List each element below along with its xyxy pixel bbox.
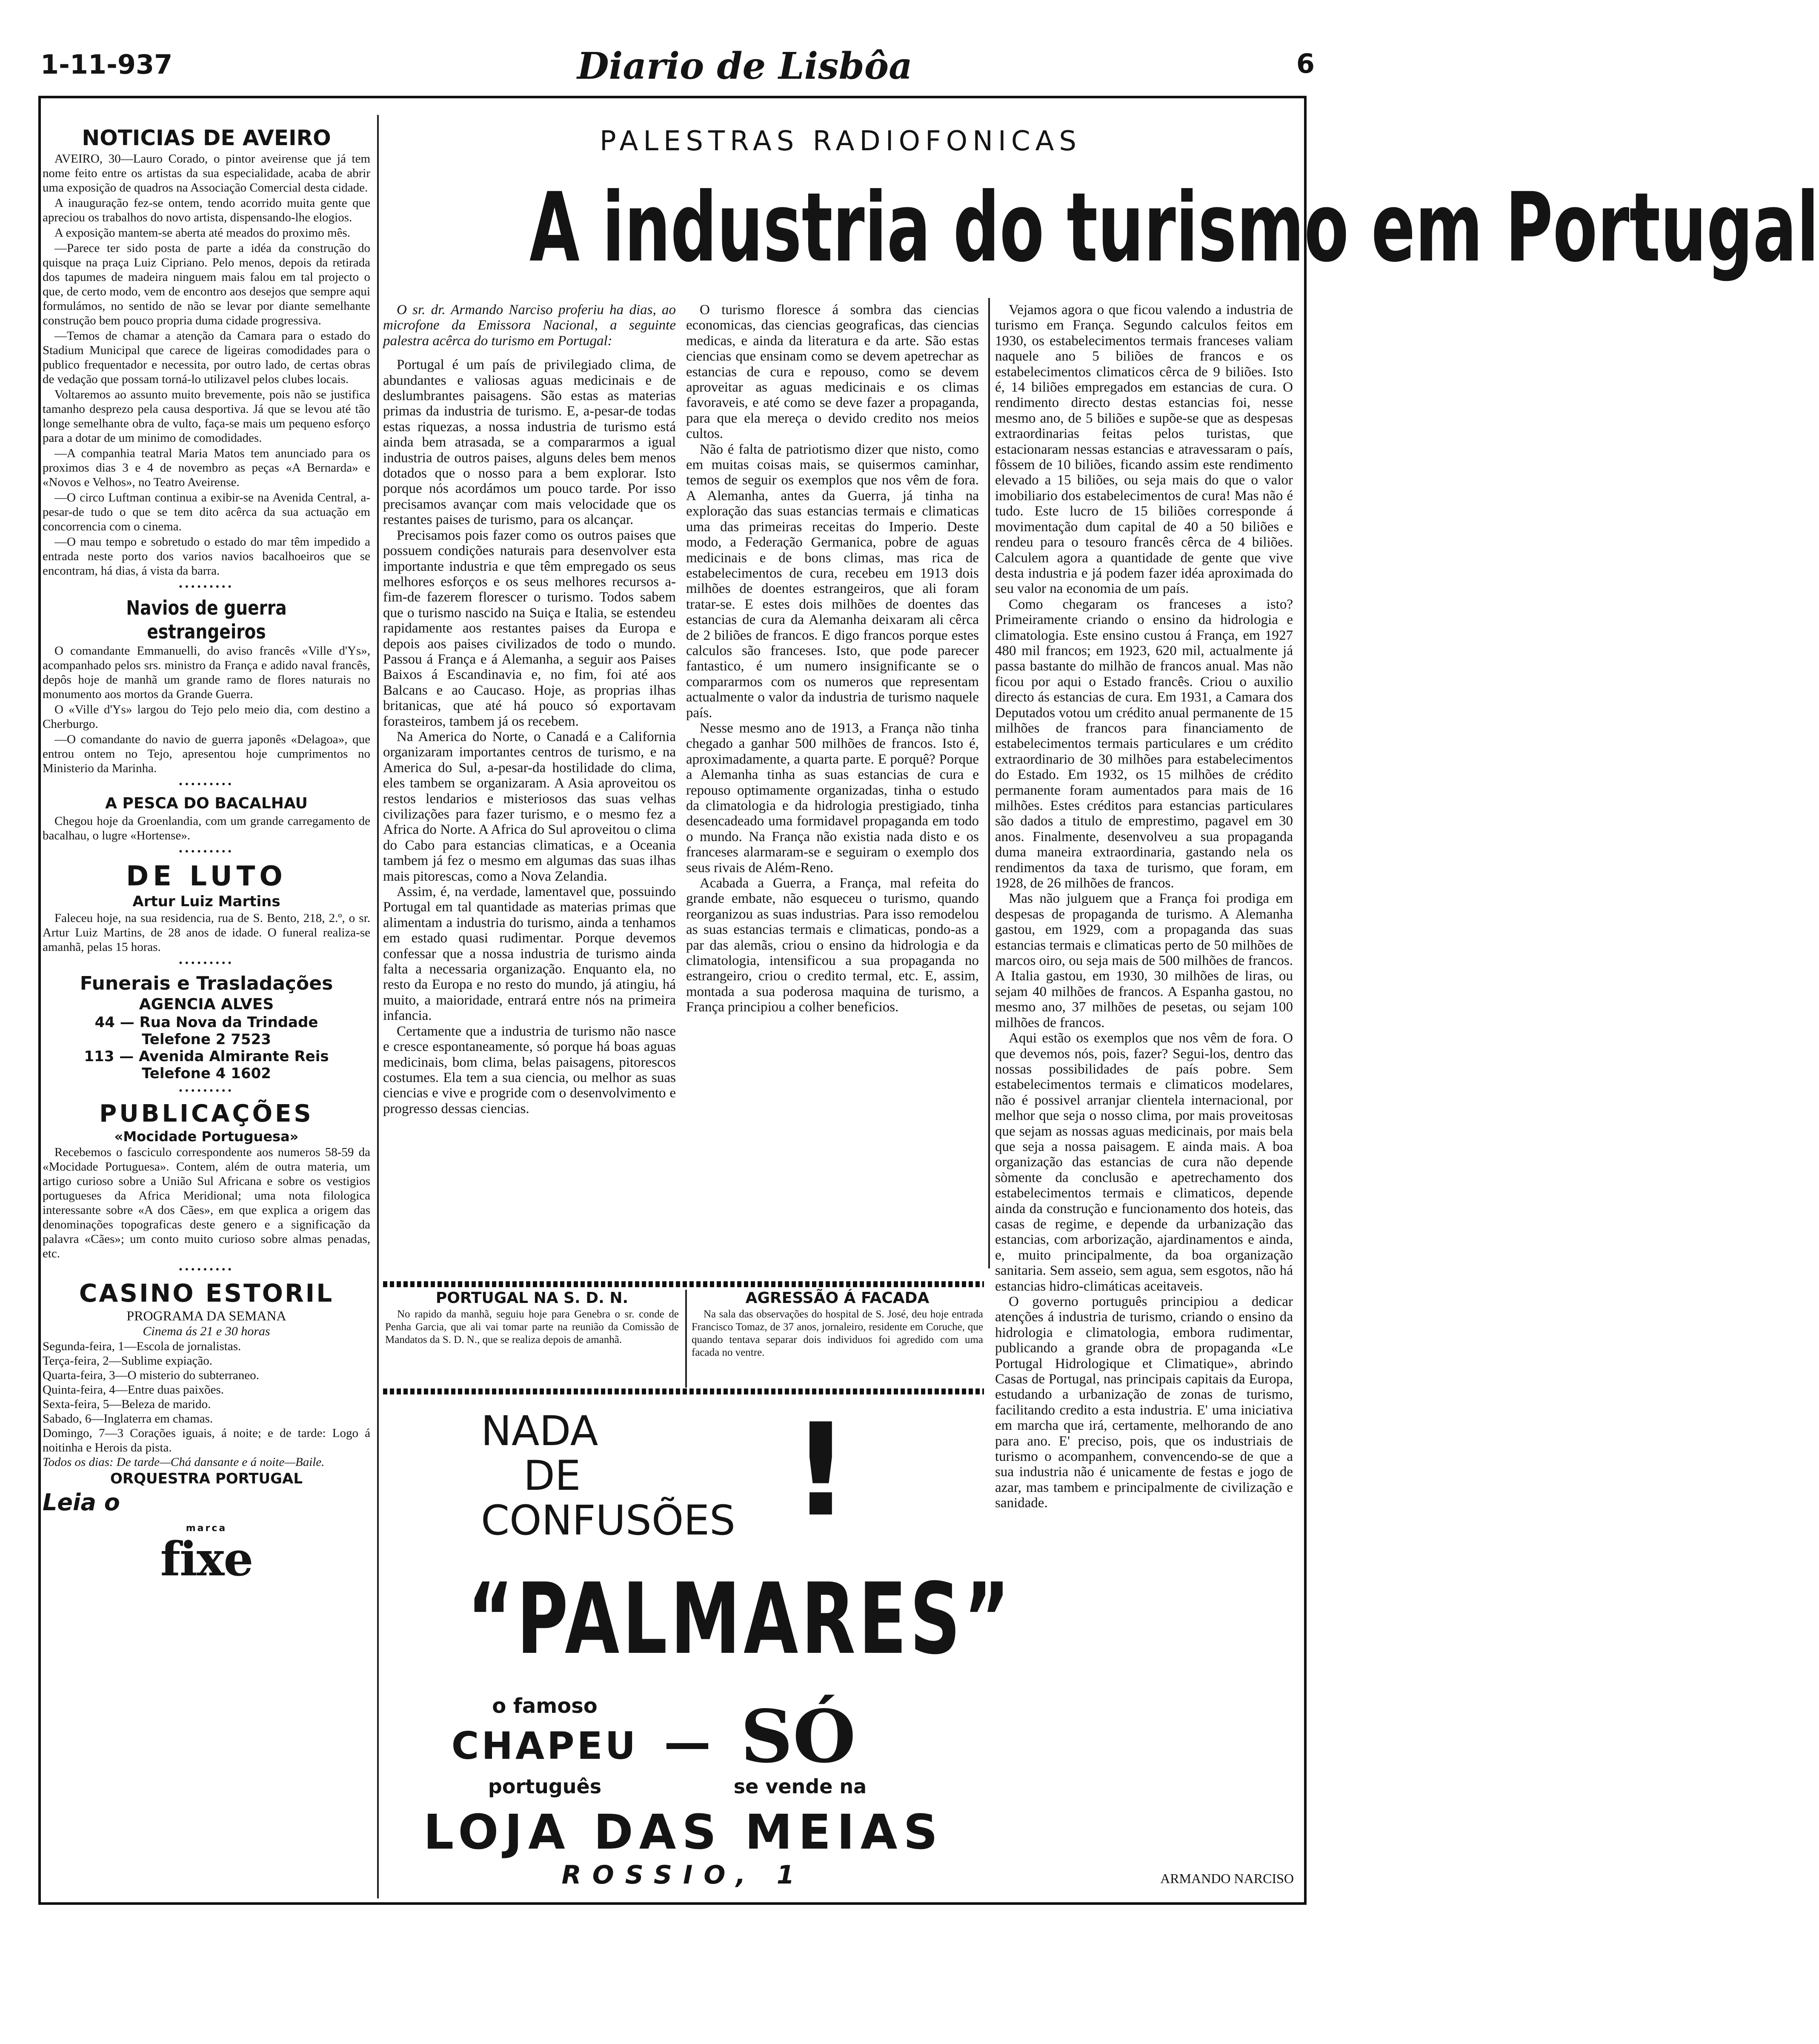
headline-wrap bbox=[383, 172, 1819, 283]
sdn-title: PORTUGAL NA S. D. N. bbox=[435, 1289, 629, 1307]
article-paragraph: Mas não julguem que a França foi prodiga em despesas de propaganda de turismo. A Alemanha gastou, em 1929, com a propaganda das suas estancias termais e climaticas perto de 50 milhões de marcos oiro, ou seja mais de 500 milhões de francos. A Italia gastou, em 1930, 30 milhões de liras, ou sejam 40 milhões de francos. A Espanha gastou, no mesmo ano, 37 milhões de pesetas, ou sejam 100 milhões de francos. bbox=[995, 891, 1293, 1031]
column-rule-left bbox=[377, 115, 379, 1898]
ad-loja: LOJA DAS MEIAS bbox=[423, 1805, 944, 1860]
casino-title: CASINO ESTORIL bbox=[79, 1279, 334, 1308]
funerais-phone: Telefone 4 1602 bbox=[142, 1065, 271, 1082]
column-rule-right bbox=[988, 298, 990, 1268]
casino-day: Terça-feira, 2—Sublime expiação. bbox=[43, 1354, 212, 1368]
luto-title: DE LUTO bbox=[126, 861, 287, 892]
section-title: PALESTRAS RADIOFONICAS bbox=[600, 126, 1081, 157]
aveiro-title: NOTICIAS DE AVEIRO bbox=[82, 126, 331, 150]
article-paragraph: Assim, é, na verdade, lamentavel que, possuindo Portugal em tal quantidade as materias primas que alimentam a industria do turismo, ainda a tenhamos em estado quasi rudimentar. Porque devemos confessar que a nossa industria de turismo ainda falta a necessaria organização. Enquanto ela, no resto da Europa e no resto do mundo, já atingiu, há muito, a maioridade, entrará entre nós na primeira infancia. bbox=[383, 884, 676, 1024]
publicacoes-text: Recebemos o fasciculo correspondente aos numeros 58-59 da «Mocidade Portuguesa». Contem, além de outra materia, um artigo curioso sobre a União Sul Africana e sobre os vestigios portugueses da Africa Meridional; uma nota filologica interessante sobre «A dos Cães», em que explica a origem das denominações topograficas deste genero e a significação da palavra «Cães»; um conto muito curioso sobre almas penadas, etc. bbox=[43, 1145, 370, 1260]
article-paragraph: Certamente que a industria de turismo não nasce e cresce espontaneamente, só porque há boas aguas medicinais, bom clima, belas paisagens, pitorescos costumes. Ela tem a sua ciencia, ou melhor as suas ciencias e vive e progride com o desenvolvimento e progresso dessas ciencias. bbox=[383, 1023, 676, 1116]
funerais-title: Funerais e Trasladações bbox=[80, 973, 333, 994]
casino-day: Quarta-feira, 3—O misterio do subterraneo. bbox=[43, 1368, 259, 1382]
palmares-ad bbox=[383, 1396, 1013, 1903]
aveiro-paragraph: —A companhia teatral Maria Matos tem anunciado para os proximos dias 3 e 4 de novembro as peças «A Bernarda» e «Novos e Velhos», no Teatro Aveirense. bbox=[43, 447, 370, 489]
facada-title: AGRESSÃO Á FACADA bbox=[745, 1289, 930, 1307]
aveiro-paragraph: —Parece ter sido posta de parte a idéa da construção do quisque na praça Luiz Cipriano. Pelo menos, depois da retirada dos tapumes de madeira ninguem mais falou em tal projecto o que, de certo modo, vem de encontro aos desejos que sempre aqui formulámos, no sentido de não se levar por diante semelhante construção bem pouco propria duma cidade progressiva. bbox=[43, 241, 370, 327]
casino-day: Quinta-feira, 4—Entre duas paixões. bbox=[43, 1383, 224, 1397]
ad-exclamation: ! bbox=[792, 1396, 850, 1545]
article-column-1 bbox=[383, 302, 676, 1116]
ad-chapeu: CHAPEU bbox=[451, 1724, 638, 1768]
article-lead: O sr. dr. Armando Narciso proferiu ha dias, ao microfone da Emissora Nacional, a seguinte palestra acêrca do turismo em Portugal: bbox=[383, 302, 676, 349]
aveiro-paragraph: Voltaremos ao assunto muito brevemente, pois não se justifica tamanho desprezo pela causa desportiva. Já que se levou até tão longe semelhante obra de vulto, faça-se mais um pequeno esforço para a dotar de um minimo de comodidades. bbox=[43, 388, 370, 445]
ad-line-de: DE bbox=[523, 1452, 581, 1500]
navios-paragraph: O comandante Emmanuelli, do aviso francês «Ville d'Ys», acompanhado pelos srs. ministro da França e adido naval francês, depôs hoje de manhã um grande ramo de flores naturais no monumento aos mortos da Grande Guerra. bbox=[43, 644, 370, 701]
article-headline: A industria do turismo em Portugal bbox=[529, 172, 1819, 283]
ad-line-nada: NADA bbox=[481, 1407, 598, 1455]
article-paragraph: Como chegaram os franceses a isto? Primeiramente criando o ensino da hidrologia e climatologia. Este ensino custou á França, em 1927 480 mil francos; em 1923, 620 mil, actualmente já passa bastante do milhão de francos anual. Mas não ficou por aqui o Estado francês. Criou o auxilio directo ás estancias de cura. Em 1931, a Camara dos Deputados votou um crédito anual permanente de 15 milhões de francos para financiamento de estabelecimentos termais particulares e um crédito extraordinario de 30 milhões para estabelecimentos do Estado. Em 1932, os 15 milhões de crédito permanente foram aumentados para mais de 16 milhões. Estes créditos para estancias particulares são dados a titulo de emprestimo, pagavel em 30 anos. Finalmente, desenvolveu a sua propaganda duma maneira extraordinaria, gastando nela os rendimentos da taxa de turismo, que foram, em 1928, de 26 milhões de francos. bbox=[995, 596, 1293, 891]
article-signature: ARMANDO NARCISO bbox=[1160, 1871, 1294, 1886]
navios-body bbox=[43, 644, 370, 776]
navios-title: Navios de guerra estrangeiros bbox=[126, 596, 287, 643]
article-paragraph: Aqui estão os exemplos que nos vêm de fora. O que devemos nós, pois, fazer? Segui-los, dentro das nossas possibilidades de país pobre. Sem estabelecimentos termais e climaticos modelares, não é possivel arranjar clientela internacional, por melhor que seja o nosso clima, por mais proveitosas que sejam as nossas aguas medicinais, por mais bela que seja a nossa paisagem. E ainda mais. A boa organização das estancias de cura não depende sòmente da conclusão e apetrechamento dos estabelecimentos termais e climaticos, depende ainda da construção e funcionamento dos hoteis, das casas de regime, e depende da urbanização das estancias, com arborização, ajardinamentos e ainda, e, muito principalmente, da boa organização sanitaria. Sem asseio, sem agua, sem esgotos, não há estancias hidro-climáticas aceitaveis. bbox=[995, 1031, 1293, 1294]
facada-text: Na sala das observações do hospital de S. José, deu hoje entrada Francisco Tomaz, de 37 anos, jornaleiro, residente em Coruche, que quando tentava separar dois individuos foi agredido com uma facada no ventre. bbox=[692, 1308, 983, 1358]
article-paragraph: Nesse mesmo ano de 1913, a França não tinha chegado a ganhar 500 milhões de francos. Isto é, aproximadamente, a quarta parte. E porquê? Porque a Alemanha tinha as suas estancias de cura e repouso optimamente organizadas, tinha o estudo da climatologia e da hidrologia prestigiado, tinha desencadeado uma formidavel propaganda em todo o mundo. Na França não existia nada disto e os franceses alarmaram-se e seguiram o exemplo dos seus rivais de Além-Reno. bbox=[686, 720, 979, 876]
ad-brand: “PALMARES” bbox=[467, 1563, 1013, 1676]
ornament-divider: ••••••••• bbox=[179, 779, 234, 790]
left-column bbox=[43, 124, 370, 1891]
box-divider bbox=[685, 1290, 687, 1388]
newspaper-name: Diario de Lisbôa bbox=[577, 45, 912, 88]
page-number: 6 bbox=[1296, 48, 1315, 79]
aveiro-paragraph: —Temos de chamar a atenção da Camara para o estado do Stadium Municipal que carece de ligeiras comodidades para o publico frequentador e necessita, por outro lado, de certas obras de vedação que possam torná-lo utilizavel pelos clubes locais. bbox=[43, 329, 370, 386]
article-paragraph: Precisamos pois fazer como os outros paises que possuem condições naturais para desenvolver esta importante industria e que têm empregado os seus melhores esforços e os seus melhores recursos a-fim-de fazerem florescer o turismo. Todos sabem que o turismo nascido na Suiça e Italia, se estendeu rapidamente aos restantes paises da Europa e depois aos paises civilizados de todo o mundo. Passou á França e á Alemanha, a seguir aos Paises Baixos á Escandinavia e, no fim, foi até aos Balcans e ao Caucaso. Hoje, as proprias ilhas britanicas, que até há pouco só exportavam forasteiros, tambem já os recebem. bbox=[383, 527, 676, 729]
ad-dash: — bbox=[664, 1715, 711, 1770]
issue-date: 1-11-937 bbox=[40, 49, 173, 80]
article-paragraph: O turismo floresce á sombra das ciencias economicas, das ciencias geograficas, das ciencias medicas, e ainda da literatura e da arte. São estas ciencias que ensinam como se devem apetrechar as estancias de cura e repouso, como se devem aproveitar as aguas medicinais e os climas favoraveis, e até como se deve fazer a propaganda, para que ela mereça o devido credito nos meios cultos. bbox=[686, 302, 979, 442]
article-paragraph: Não é falta de patriotismo dizer que nisto, como em muitas coisas mais, se quisermos caminhar, temos de seguir os exemplos que nos vêm de fora. A Alemanha, antes da Guerra, já tinha na exploração das suas estancias termais e climaticas uma das primeiras receitas do Imperio. Deste modo, a Federação Germanica, pobre de aguas medicinais e de bons climas, mas rica de estabelecimentos de cura, recebeu em 1913 dois milhões de doentes estrangeiros, que ali foram tratar-se. E estes dois milhões de doentes das estancias de cura da Alemanha deixaram ali cêrca de 2 biliões de francos. E digo francos porque estes calculos são franceses. Isto, que pode parecer fantastico, é um numero insignificante se o compararmos com os numeros que representam actualmente o valor da industria de turismo naquele país. bbox=[686, 441, 979, 721]
casino-day: Domingo, 7—3 Corações iguais, á noite; e de tarde: Logo á noitinha e Herois da pista. bbox=[43, 1426, 370, 1454]
navios-paragraph: O «Ville d'Ys» largou do Tejo pelo meio dia, com destino a Cherburgo. bbox=[43, 703, 370, 731]
publicacoes-subtitle: «Mocidade Portuguesa» bbox=[114, 1128, 299, 1145]
luto-name: Artur Luiz Martins bbox=[132, 893, 280, 910]
casino-times: Cinema ás 21 e 30 horas bbox=[143, 1324, 270, 1338]
casino-program bbox=[43, 1339, 370, 1469]
ad-rossio: ROSSIO, 1 bbox=[561, 1860, 806, 1890]
aveiro-paragraph: —O circo Luftman continua a exibir-se na Avenida Central, a-pesar-de tudo o que se tem dito acêrca da sua actuação em concorrencia com o cinema. bbox=[43, 491, 370, 533]
leia-text: Leia o bbox=[43, 1489, 120, 1516]
article-body bbox=[383, 302, 983, 1277]
article-column-3 bbox=[995, 302, 1293, 1856]
ad-famoso: o famoso bbox=[492, 1694, 598, 1718]
ornament-divider: ••••••••• bbox=[179, 958, 234, 969]
aveiro-paragraph: —O mau tempo e sobretudo o estado do mar têm impedido a entrada neste porto dos varios navios bacalhoeiros que se encontram, há dias, á vista da barra. bbox=[43, 535, 370, 578]
casino-daily: Todos os dias: De tarde—Chá dansante e á noite—Baile. bbox=[43, 1455, 325, 1469]
casino-orchestra: ORQUESTRA PORTUGAL bbox=[110, 1470, 303, 1487]
article-paragraph: Vejamos agora o que ficou valendo a industria de turismo em França. Segundo calculos feitos em 1930, os estabelecimentos termais franceses valiam naquele ano 5 biliões de francos e os estabelecimentos climaticos cêrca de 9 biliões. Isto é, 14 biliões empregados em estancias de cura. O rendimento directo destas estancias foi, nesse mesmo ano, de 5 biliões e supõe-se que as despesas extraordinarias feitas pelos turistas, que estacionaram nessas estancias e atravessaram o país, fôssem de 10 biliões, ficando assim este rendimento elevado a 15 biliões, ou seja mais do que o valor imobiliario dos estabelecimentos de cura! Mas não é tudo. Este lucro de 15 biliões corresponde á movimentação dum capital de 40 a 50 biliões e rendeu para o tesouro francês cêrca de 4 biliões. Calculem agora a quantidade de gente que vive desta industria e já podem fazer idéa aproximada do seu valor na economia de um país. bbox=[995, 302, 1293, 597]
sdn-text: No rapido da manhã, seguiu hoje para Genebra o sr. conde de Penha Garcia, que ali vai tomar parte na reunião da Comissão de Mandatos da S. D. N., que se realiza depois de amanhã. bbox=[385, 1308, 679, 1345]
casino-day: Segunda-feira, 1—Escola de jornalistas. bbox=[43, 1340, 241, 1353]
bacalhau-text: Chegou hoje da Groenlandia, com um grande carregamento de bacalhau, o lugre «Hortense». bbox=[43, 814, 370, 842]
sdn-box bbox=[385, 1289, 679, 1386]
ad-brand-wrap bbox=[383, 1563, 1013, 1686]
ornament-divider: ••••••••• bbox=[179, 1264, 234, 1275]
article-paragraph: O governo português principiou a dedicar atenções á industria de turismo, criando o ensino da hidrologia e climatologia, embora rudimentar, publicando a grande obra de propaganda «Le Portugal Hidrologique et Climatique», abrindo Casas de Portugal, nas principais capitais da Europa, estudando a urbanização de zonas de turismo, facilitando credito a esta industria. E' uma iniciativa em marcha que irá, certamente, melhorando de ano para ano. E' preciso, pois, que os industriais de turismo o acompanhem, convencendo-se de que a sua industria não é unicamente de festas e jogo de azar, mas tambem e principalmente de civilização e sanidade. bbox=[995, 1294, 1293, 1511]
funerais-phone: Telefone 2 7523 bbox=[142, 1031, 271, 1048]
publicacoes-title: PUBLICAÇÕES bbox=[99, 1100, 314, 1128]
ad-line-confusoes: CONFUSÕES bbox=[481, 1497, 735, 1544]
article-paragraph: Portugal é um país de privilegiado clima, de abundantes e valiosas aguas medicinais e de deslumbrantes paisagens. São estas as materias primas da industria de turismo. E, a-pesar-de todas estas riquezas, a nossa industria de turismo está ainda bem atrasada, se a compararmos a igual industria de outros paises, alguns deles bem menos dotados que o nosso para a bem explorar. Isto porque nós acordámos um pouco tarde. Por isso precisamos avançar com mais velocidade que os restantes paises de turismo, para os alcançar. bbox=[383, 357, 676, 528]
fixe-logo bbox=[43, 1521, 370, 1586]
casino-subtitle: PROGRAMA DA SEMANA bbox=[126, 1308, 286, 1323]
ad-so: SÓ bbox=[741, 1694, 856, 1779]
aveiro-paragraph: AVEIRO, 30—Lauro Corado, o pintor aveirense que já tem nome feito entre os artistas da sua especialidade, acaba de abrir uma exposição de quadros na Associação Comercial desta cidade. bbox=[43, 152, 370, 195]
casino-day: Sabado, 6—Inglaterra em chamas. bbox=[43, 1412, 213, 1426]
ornament-divider: ••••••••• bbox=[179, 846, 234, 857]
funerais-agency: AGENCIA ALVES bbox=[139, 996, 274, 1013]
article-paragraph: Na America do Norte, o Canadá e a California organizaram importantes centros de turismo, e na America do Sul, a-pesar-da hostilidade do clima, eles tambem se organizaram. A Asia aproveitou os restos lendarios e misteriosos das suas velhas civilizações para fazer turismo, e o mesmo fez a Africa do Norte. A Africa do Sul aproveitou o clima do Cabo para estancias climaticas, e a Oceania tambem já fez o mesmo em algumas das suas ilhas mais pitorescas, como a Nova Zelandia. bbox=[383, 729, 676, 884]
aveiro-paragraph: A inauguração fez-se ontem, tendo acorrido muita gente que apreciou os trabalhos do novo artista, dispensando-lhe elogios. bbox=[43, 196, 370, 224]
article-paragraph: Acabada a Guerra, a França, mal refeita do grande embate, não esqueceu o turismo, quando reorganizou as suas industrias. Para isso remodelou as suas estancias termais e climaticas, pondo-as a par das alemãs, criou o ensino da hidrologia e da climatologia, intensificou a sua propaganda no estrangeiro, criou o credito termal, etc. E, assim, montada a sua poderosa maquina de turismo, a França principiou a colher beneficios. bbox=[686, 876, 979, 1015]
ornament-divider: ••••••••• bbox=[179, 581, 234, 593]
article-column-2 bbox=[686, 302, 979, 1116]
masthead bbox=[0, 45, 1474, 96]
navios-paragraph: —O comandante do navio de guerra japonês «Delagoa», que entrou ontem no Tejo, apresentou hoje cumprimentos no Ministerio da Marinha. bbox=[43, 733, 370, 775]
funerais-address: 113 — Avenida Almirante Reis bbox=[84, 1048, 329, 1065]
box-border-bottom bbox=[383, 1388, 984, 1394]
fixe-logo-word: fixe bbox=[160, 1532, 253, 1586]
ornament-divider: ••••••••• bbox=[179, 1085, 234, 1096]
aveiro-body bbox=[43, 152, 370, 578]
ad-portugues: português bbox=[488, 1775, 602, 1798]
funerais-address: 44 — Rua Nova da Trindade bbox=[94, 1014, 318, 1031]
facada-box bbox=[692, 1289, 983, 1386]
luto-text: Faleceu hoje, na sua residencia, rua de S. Bento, 218, 2.º, o sr. Artur Luiz Martins, de 28 anos de idade. O funeral realiza-se amanhã, pelas 15 horas. bbox=[43, 911, 370, 954]
box-border-top bbox=[383, 1281, 984, 1287]
fixe-logo-small: marca bbox=[186, 1523, 227, 1534]
aveiro-paragraph: A exposição mantem-se aberta até meados do proximo mês. bbox=[54, 226, 350, 240]
bacalhau-title: A PESCA DO BACALHAU bbox=[105, 795, 308, 812]
ad-vende: se vende na bbox=[733, 1775, 867, 1798]
casino-day: Sexta-feira, 5—Beleza de marido. bbox=[43, 1397, 211, 1411]
